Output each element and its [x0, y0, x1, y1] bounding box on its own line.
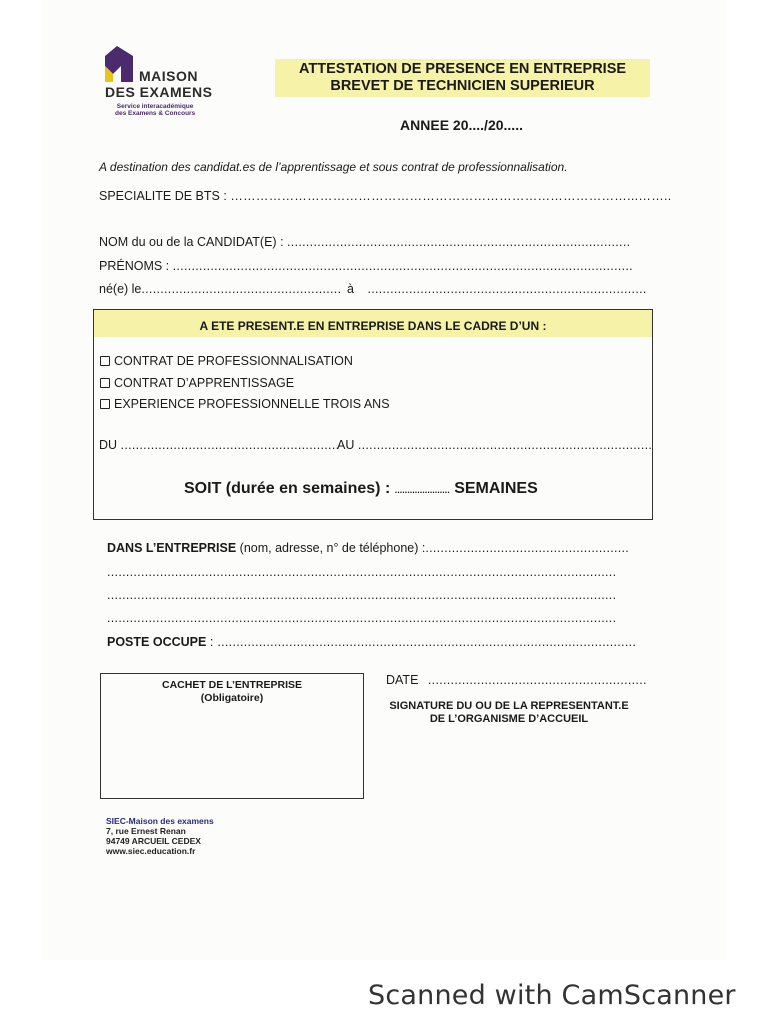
frame-heading: A ETE PRESENT.E EN ENTREPRISE DANS LE CADRE D’UN :: [94, 310, 652, 337]
nom-label: NOM du ou de la CANDIDAT(E) :: [99, 235, 284, 249]
maison-des-examens-logo: [103, 44, 137, 82]
poste-dots: : ...............................................................................................................: [209, 635, 637, 649]
entreprise-line-4[interactable]: .......................................................................................................................................: [107, 611, 617, 625]
checkbox-icon[interactable]: [100, 378, 110, 388]
ne-dots: .....................................................: [141, 282, 342, 296]
cachet-sub: (Obligatoire): [200, 692, 264, 704]
specialite-field[interactable]: [99, 189, 672, 203]
au-field[interactable]: [337, 438, 652, 452]
logo-subtitle: Service interacadémique des Examens & Concours: [115, 103, 196, 117]
entreprise-field[interactable]: [107, 541, 629, 555]
title-banner: [275, 59, 650, 97]
date-field[interactable]: [386, 673, 647, 687]
intro-text: A destination des candidat.es de l’apprentissage et sous contrat de professionnalisation.: [99, 160, 568, 174]
cachet-title: CACHET DE L’ENTREPRISE: [161, 679, 303, 691]
du-dots: ..........................................................: [120, 438, 340, 452]
prenoms-field[interactable]: [99, 259, 633, 273]
camscanner-watermark: Scanned with CamScanner: [368, 980, 736, 1011]
title-line1: ATTESTATION DE PRESENCE EN ENTREPRISE: [298, 61, 627, 77]
ne-label: né(e) le: [99, 282, 142, 296]
prenoms-dots: ..........................................................................................................................: [172, 259, 633, 273]
du-label: DU: [99, 438, 118, 452]
footer-line4: www.siec.education.fr: [106, 846, 196, 856]
presence-frame: [93, 309, 653, 520]
footer-address: [106, 816, 214, 856]
logo-line2: DES EXAMENS: [105, 84, 213, 100]
nom-dots: ...........................................................................................: [287, 235, 631, 249]
entreprise-detail: (nom, adresse, n° de téléphone) :: [239, 541, 426, 555]
specialite-dots: …………………………………………………………………………………...……..: [230, 189, 672, 203]
option-professionnalisation[interactable]: CONTRAT DE PROFESSIONNALISATION: [100, 354, 353, 368]
option-experience[interactable]: EXPERIENCE PROFESSIONNELLE TROIS ANS: [100, 397, 390, 411]
logo-line1: MAISON: [139, 68, 198, 84]
date-dots: ..........................................................: [427, 673, 647, 687]
date-label: DATE: [386, 673, 419, 687]
annee-line: ANNEE 20..../20.....: [400, 117, 523, 133]
entreprise-line-3[interactable]: .......................................................................................................................................: [107, 588, 617, 602]
signature-block[interactable]: [374, 700, 644, 726]
duree-field[interactable]: [184, 480, 538, 498]
entreprise-line-2[interactable]: .......................................................................................................................................: [107, 565, 617, 579]
entreprise-label: DANS L’ENTREPRISE: [107, 541, 237, 555]
checkbox-icon[interactable]: [100, 356, 110, 366]
footer-line2: 7, rue Ernest Renan: [106, 826, 186, 836]
entreprise-dots: ......................................................: [425, 541, 630, 555]
checkbox-icon[interactable]: [100, 399, 110, 409]
lieu-field[interactable]: [347, 282, 647, 296]
soit-dots: ......................: [394, 485, 450, 495]
semaines-label: SEMAINES: [454, 480, 538, 497]
cachet-box[interactable]: [100, 673, 364, 799]
naissance-field[interactable]: [99, 282, 341, 296]
option-apprentissage[interactable]: CONTRAT D’APPRENTISSAGE: [100, 376, 294, 390]
au-label: AU: [337, 438, 355, 452]
a-label: à: [347, 282, 354, 296]
signature-line2: DE L’ORGANISME D’ACCUEIL: [429, 713, 589, 725]
prenoms-label: PRÉNOMS :: [99, 259, 170, 273]
soit-label: SOIT (durée en semaines) :: [184, 480, 391, 497]
title-line2: BREVET DE TECHNICIEN SUPERIEUR: [330, 78, 595, 94]
au-dots: ..............................................................................: [357, 438, 653, 452]
footer-line3: 94749 ARCUEIL CEDEX: [106, 836, 201, 846]
footer-line1: SIEC-Maison des examens: [106, 816, 214, 826]
du-field[interactable]: [99, 438, 339, 452]
poste-label: POSTE OCCUPE: [107, 635, 207, 649]
nom-field[interactable]: [99, 235, 630, 249]
signature-line1: SIGNATURE DU OU DE LA REPRESENTANT.E: [389, 700, 629, 712]
specialite-label: SPECIALITE DE BTS :: [99, 189, 227, 203]
poste-field[interactable]: [107, 635, 636, 649]
a-dots: ..........................................................................: [367, 282, 647, 296]
